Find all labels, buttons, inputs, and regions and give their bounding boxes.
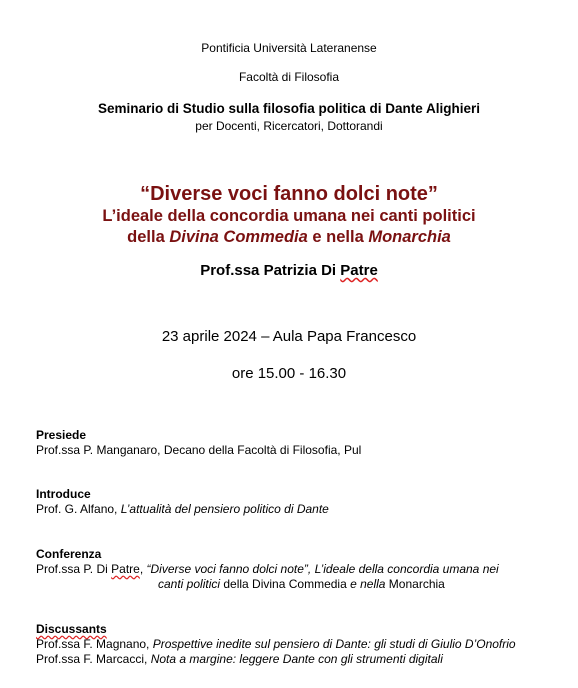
lecture-subtitle-line2: della Divina Commedia e nella Monarchia [127, 228, 451, 246]
presiede-text: Prof.ssa P. Manganaro, Decano della Facoltà di Filosofia, Pul [36, 443, 362, 457]
event-date-place: 23 aprile 2024 – Aula Papa Francesco [161, 328, 417, 345]
lecture-subtitle-line1: L’ideale della concordia umana nei canti politici [102, 207, 476, 225]
faculty-name: Facoltà di Filosofia [238, 70, 340, 84]
conferenza-text-line2: canti politici della Divina Commedia e nella Monarchia [158, 577, 445, 591]
introduce-heading: Introduce [36, 487, 91, 501]
conferenza-text-line1: Prof.ssa P. Di Patre, “Diverse voci fanno dolci note”, L’ideale della concordia umana nei [36, 562, 499, 576]
seminar-audience: per Docenti, Ricercatori, Dottorandi [195, 119, 383, 133]
conferenza-heading: Conferenza [36, 547, 102, 561]
speaker-name: Prof.ssa Patrizia Di Patre [200, 262, 378, 279]
discussants-heading: Discussants [36, 622, 107, 636]
seminar-title: Seminario di Studio sulla filosofia politica di Dante Alighieri [97, 101, 481, 116]
introduce-text: Prof. G. Alfano, L’attualità del pensiero politico di Dante [36, 502, 329, 516]
event-time: ore 15.00 - 16.30 [231, 365, 347, 382]
university-name: Pontificia Università Lateranense [201, 41, 377, 55]
discussant-item: Prof.ssa F. Marcacci, Nota a margine: leggere Dante con gli strumenti digitali [36, 652, 443, 666]
presiede-heading: Presiede [36, 428, 87, 442]
lecture-title: “Diverse voci fanno dolci note” [140, 183, 438, 205]
discussant-item: Prof.ssa F. Magnano, Prospettive inedite sul pensiero di Dante: gli studi di Giulio D’Onofrio [36, 637, 516, 651]
